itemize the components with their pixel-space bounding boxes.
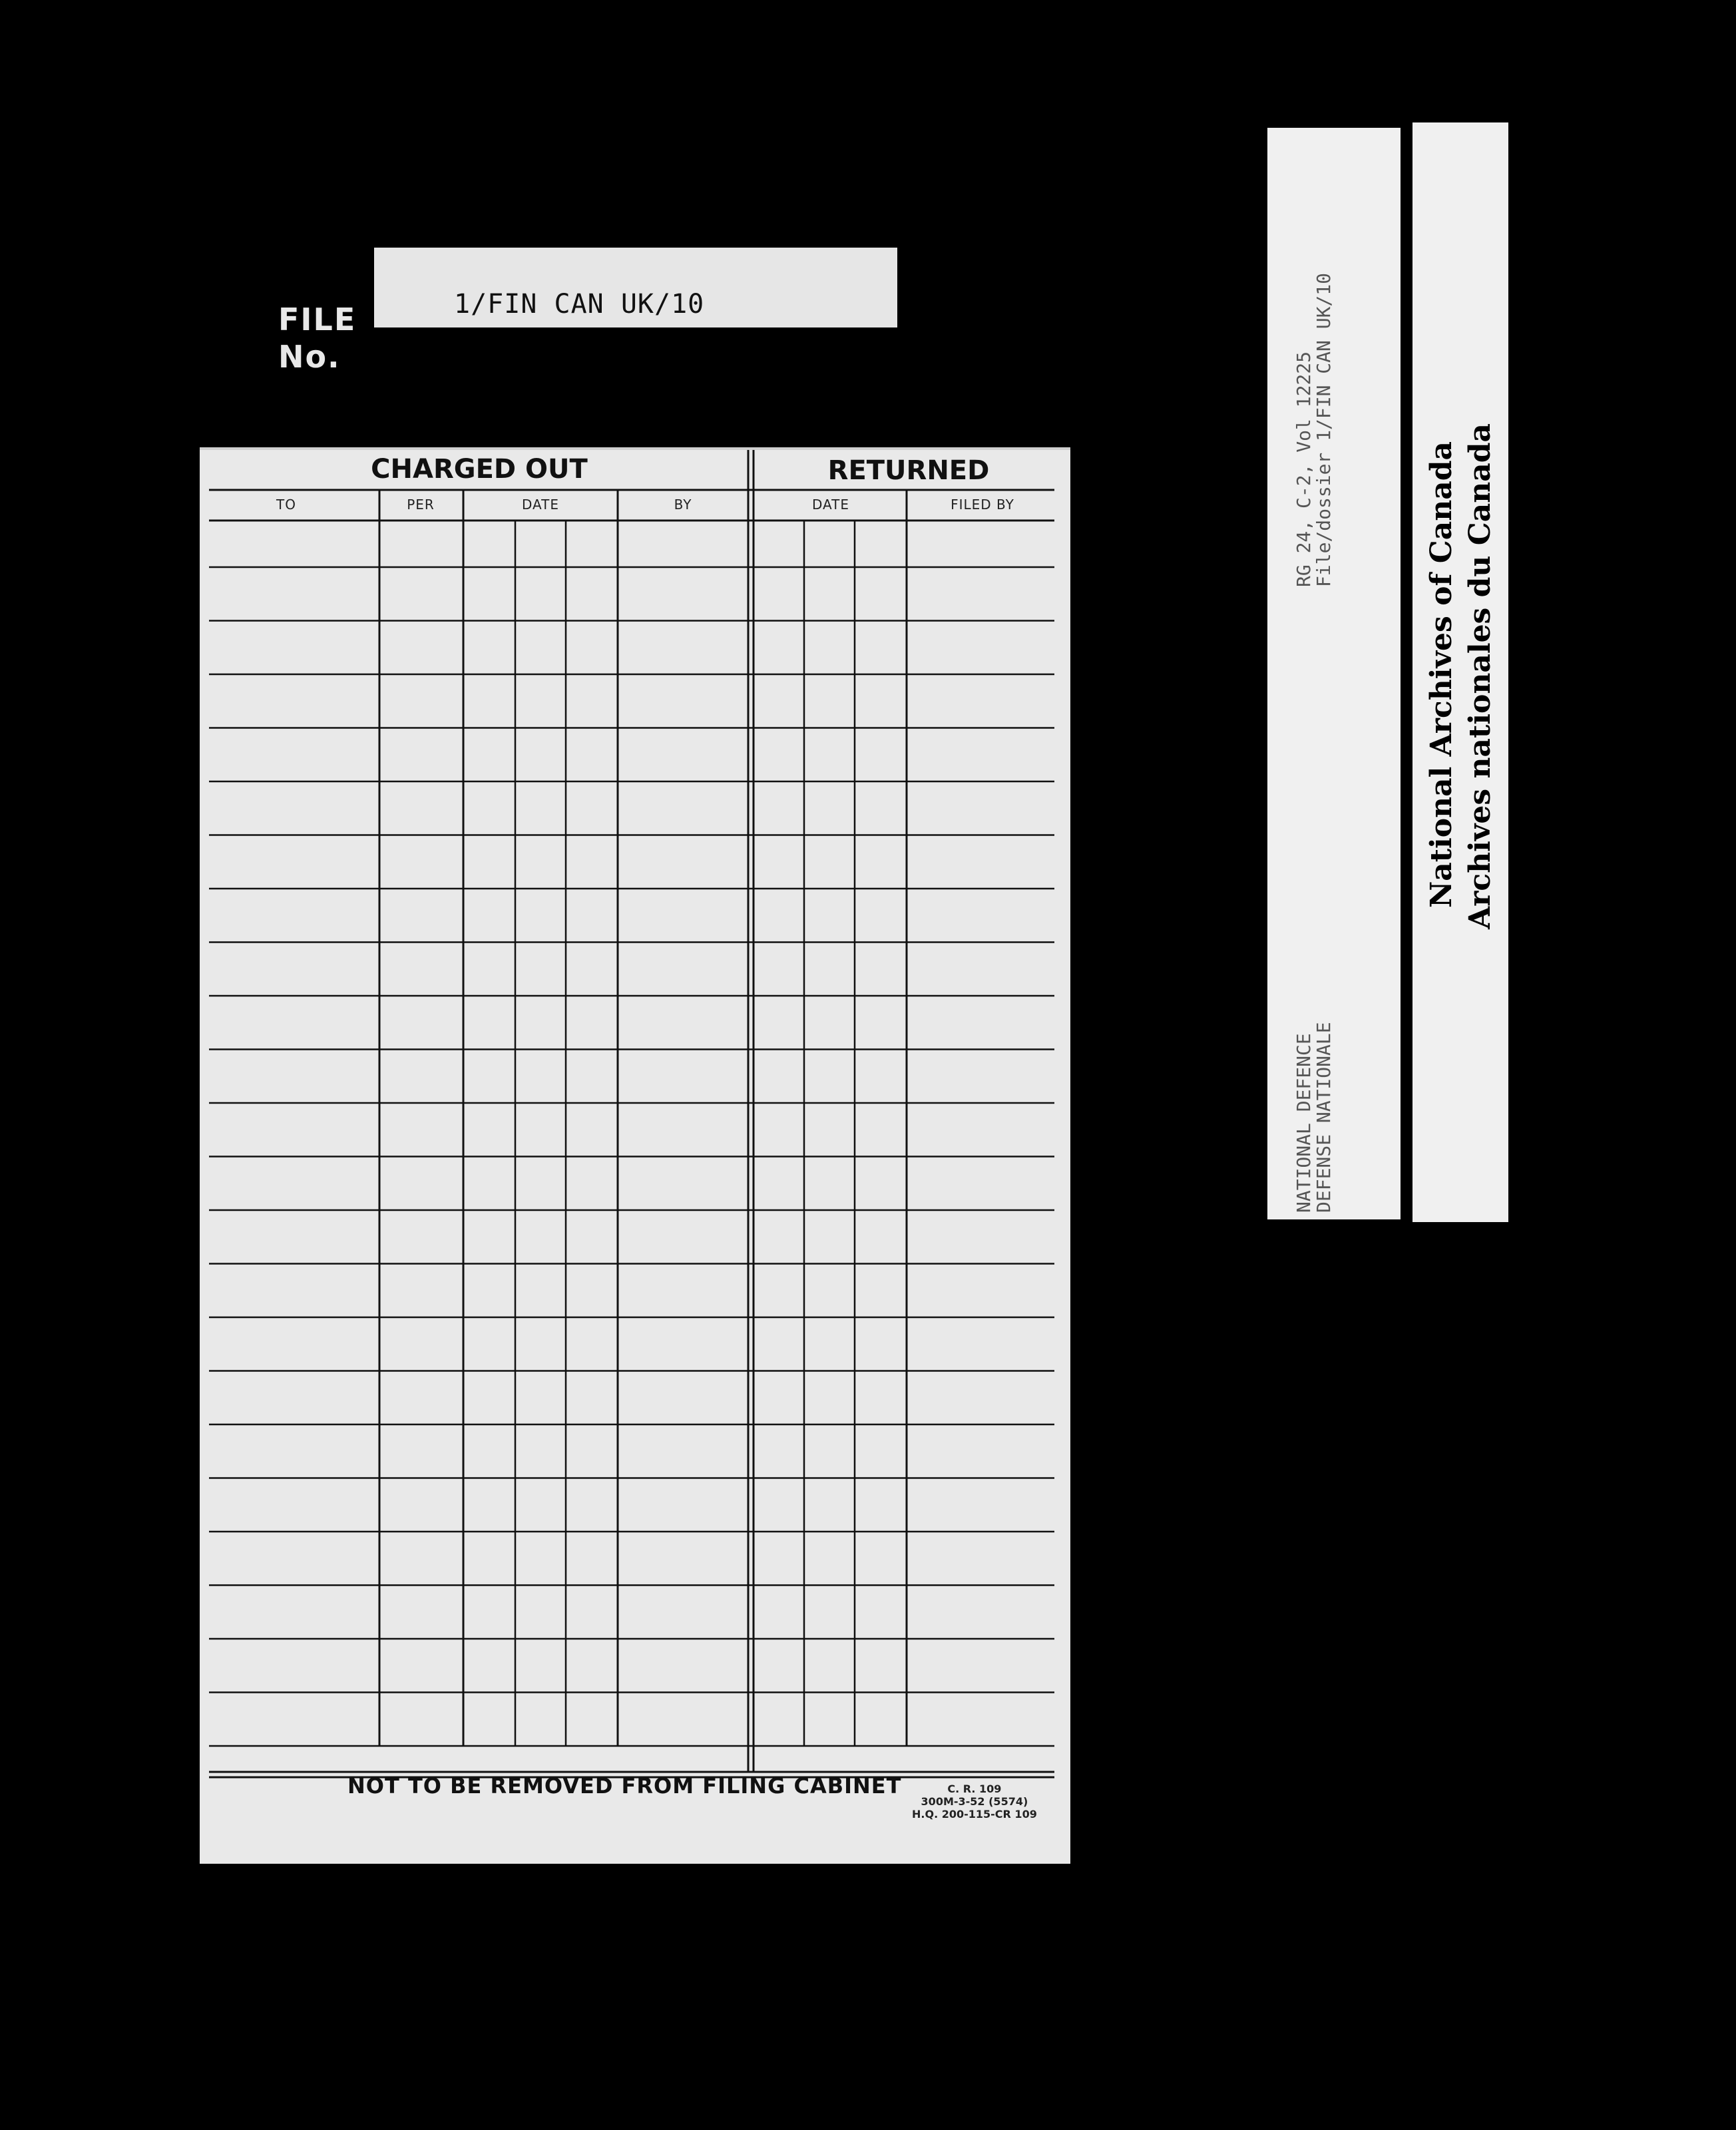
form-code-line2: 300M-3-52 (5574) xyxy=(921,1795,1028,1808)
footer-warning: NOT TO BE REMOVED FROM FILING CABINET xyxy=(347,1773,902,1799)
col-head-returned-date: DATE xyxy=(811,497,850,513)
archive-ref-line1: RG 24, C-2, Vol 12225 xyxy=(1293,351,1315,587)
archive-ref-line2: File/dossier 1/FIN CAN UK/10 xyxy=(1313,272,1335,587)
charged-out-title: CHARGED OUT xyxy=(371,454,588,485)
charge-out-card xyxy=(200,447,1070,1864)
archive-dept-line2: DEFENSE NATIONALE xyxy=(1313,1022,1335,1213)
file-number-box xyxy=(374,248,897,327)
file-number-label xyxy=(278,301,356,375)
archive-reference-label xyxy=(1267,128,1401,1219)
card-ruling xyxy=(200,447,1070,1864)
file-number-value: 1/FIN CAN UK/10 xyxy=(454,289,705,320)
file-label-line1: FILE xyxy=(278,302,357,337)
col-head-date: DATE xyxy=(521,497,560,513)
archive-name-en: National Archives of Canada xyxy=(1424,441,1458,908)
form-code xyxy=(912,1783,1037,1820)
col-head-filed-by: FILED BY xyxy=(951,497,1014,513)
archive-name-fr: Archives nationales du Canada xyxy=(1463,423,1497,929)
archive-dept-line1: NATIONAL DEFENCE xyxy=(1293,1033,1315,1213)
form-code-line3: H.Q. 200-115-CR 109 xyxy=(912,1808,1037,1820)
col-head-per: PER xyxy=(407,497,435,513)
returned-title: RETURNED xyxy=(827,455,990,486)
form-code-line1: C. R. 109 xyxy=(947,1783,1002,1795)
col-head-to: TO xyxy=(276,497,296,513)
col-head-by: BY xyxy=(674,497,692,513)
file-label-line2: No. xyxy=(278,339,341,375)
archive-institution-label xyxy=(1412,122,1508,1222)
